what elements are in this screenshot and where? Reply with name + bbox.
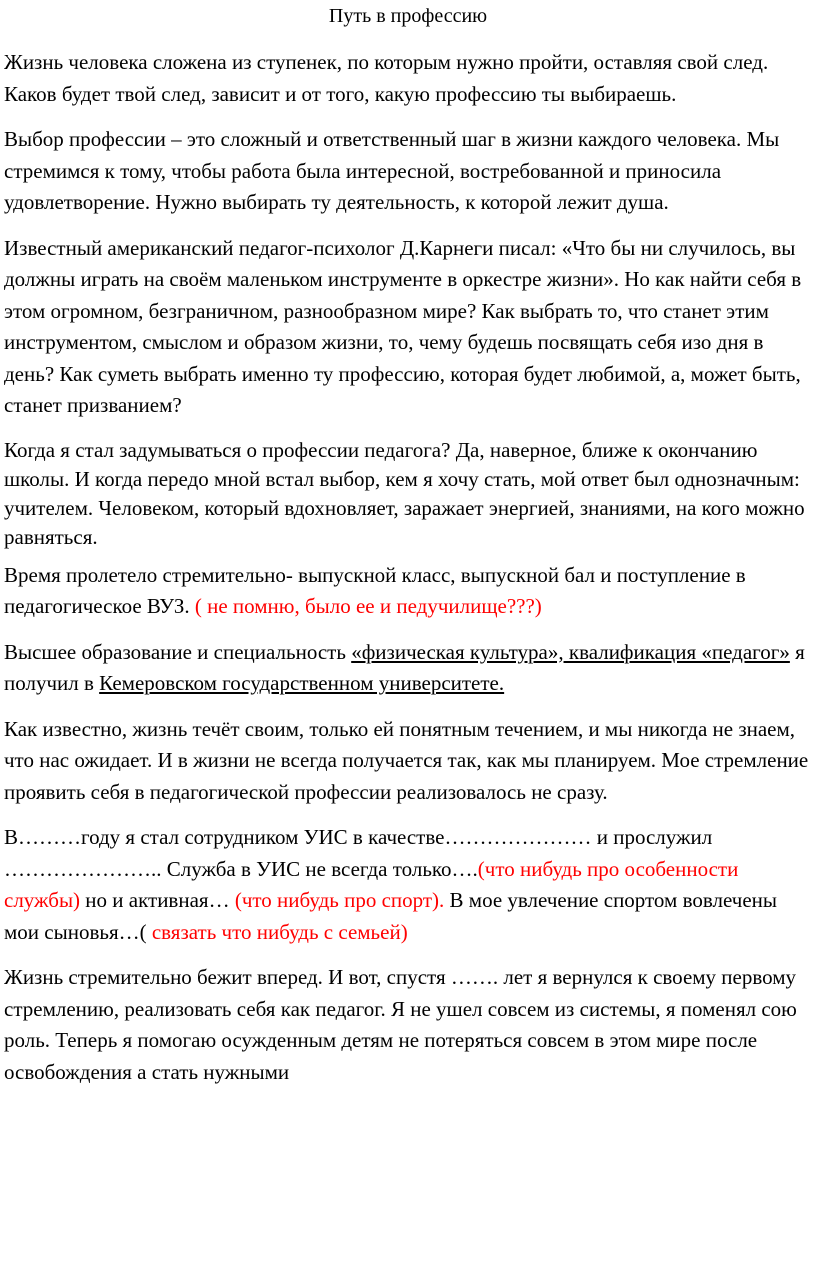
paragraph-teacher: Когда я стал задумываться о профессии педагога? Да, наверное, ближе к окончанию школы. И когда передо мной встал выбор, кем я хочу стать, мой ответ был однозначным: учителем. Человеком, который вдохновляет, заражает энергией, знаниями, на кого можно равняться. xyxy=(4,437,805,549)
paragraph-text: Время пролетело стремительно- выпускной класс, выпускной бал и поступление в педагогическое ВУЗ. xyxy=(4,562,746,618)
paragraph-service xyxy=(4,822,812,948)
editor-note: ( не помню, было ее и педучилище???) xyxy=(189,594,542,618)
paragraph-carnegie: Известный американский педагог-психолог Д.Карнеги писал: «Что бы ни случилось, вы должны играть на своём маленьком инструменте в оркестре жизни». Но как найти себя в этом огромном, безграничном, разнообразном мире? Как выбрать то, что станет этим инструментом, смыслом и образом жизни, то, чему будешь посвящать себя изо дня в день? Как суметь выбрать именно ту профессию, которая будет любимой, а, может быть, станет призванием? xyxy=(4,235,802,417)
paragraph-life-flow: Как известно, жизнь течёт своим, только ей понятным течением, и мы никогда не знаем, что нас ожидает. И в жизни не всегда получается так, как мы планируем. Мое стремление проявить себя в педагогической профессии реализовалось не сразу. xyxy=(4,716,809,804)
paragraph-education xyxy=(4,637,812,700)
paragraph-text: но и активная… xyxy=(80,888,235,912)
paragraph-university-entry xyxy=(4,560,812,623)
document-title: Путь в профессию xyxy=(328,5,488,27)
editor-note: (что нибудь про особенности службы) xyxy=(4,856,739,912)
paragraph-text: Высшее образование и специальность xyxy=(4,639,352,664)
university-underlined: Кемеровском государственном университете. xyxy=(99,671,505,695)
editor-note: связать что нибудь с семьей) xyxy=(151,919,408,944)
paragraph-intro: Жизнь человека сложена из ступенек, по которым нужно пройти, оставляя свой след. Каков будет твой след, зависит и от того, какую профессию ты выбираешь. xyxy=(4,50,769,106)
editor-note: (что нибудь про спорт). xyxy=(234,888,445,912)
paragraph-text: В мое увлечение спортом вовлечены мои сыновья…( xyxy=(4,888,777,944)
paragraph-choice: Выбор профессии – это сложный и ответственный шаг в жизни каждого человека. Мы стремимся к тому, чтобы работа была интересной, востребованной и приносила удовлетворение. Нужно выбирать ту деятельность, к которой лежит душа. xyxy=(4,127,780,214)
specialty-underlined: «физическая культура», квалификация «педагог» xyxy=(351,639,790,664)
paragraph-text: В………году я стал сотрудником УИС в качестве………………… и прослужил ………………….. Служба в УИС не всегда только…. xyxy=(4,825,713,881)
paragraph-return: Жизнь стремительно бежит вперед. И вот, спустя ……. лет я вернулся к своему первому стремлению, реализовать себя как педагог. Я не ушел совсем из системы, я поменял сою роль. Теперь я помогаю осужденным детям не потеряться совсем в этом мире после освобождения а стать нужными xyxy=(4,965,797,1084)
paragraph-text: я получил в xyxy=(4,639,805,695)
